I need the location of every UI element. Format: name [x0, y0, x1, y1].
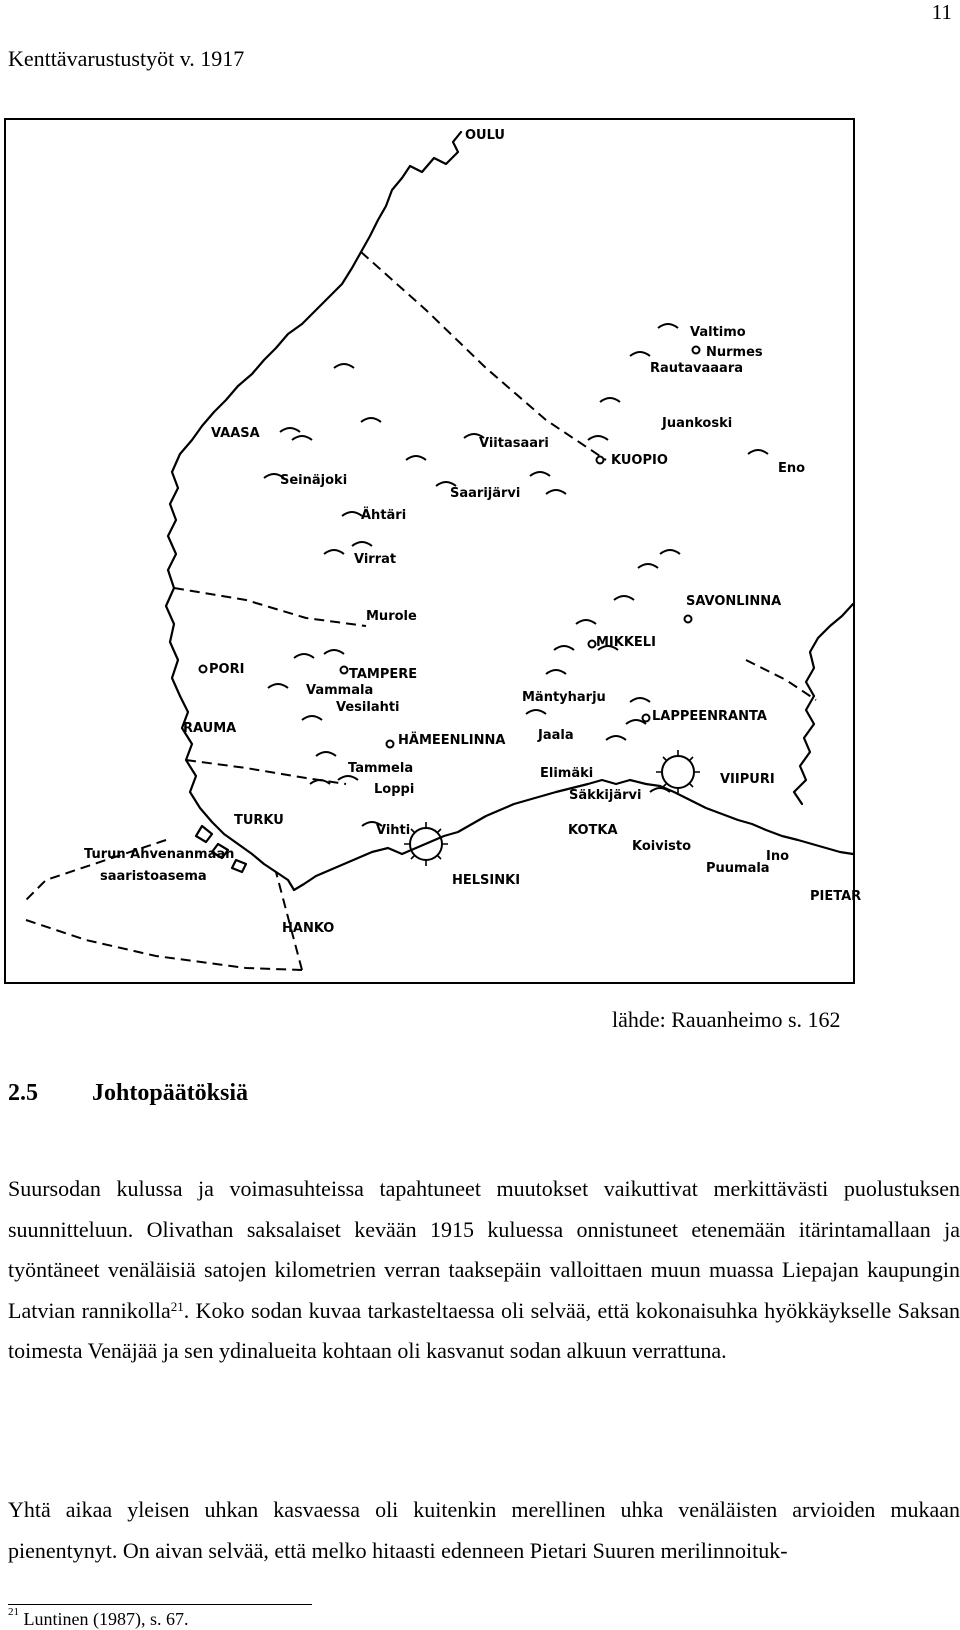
page-number: 11 [931, 0, 952, 24]
label-kotka: KOTKA [568, 823, 618, 838]
label-valtimo: Valtimo [690, 325, 746, 340]
fortification-map [4, 118, 862, 984]
label-turun-1: Turun Ahvenanmaan [84, 847, 235, 862]
label-viitasaari: Viitasaari [479, 436, 549, 451]
label-savonlinna: SAVONLINNA [686, 594, 782, 609]
label-murole: Murole [366, 609, 417, 624]
section-heading [8, 1080, 248, 1107]
label-loppi: Loppi [374, 782, 415, 797]
label-turku: TURKU [234, 813, 284, 828]
label-kuopio: KUOPIO [611, 453, 668, 468]
label-rautavaara: Rautavaaara [650, 361, 743, 376]
label-seinajoki: Seinäjoki [280, 473, 348, 488]
label-pori: PORI [209, 662, 245, 677]
paragraph-1-text-b: . Koko sodan kuvaa tarkasteltaessa oli selvää, että kokonaisuhka hyökkäykselle Saksan toimesta Venäjää ja sen ydinalueita kohtaan oli kasvanut sodan alkuun verrattuna. [8, 1297, 960, 1363]
section-title: Johtopäätöksiä [92, 1080, 249, 1106]
map-svg [6, 120, 862, 982]
label-rauma: RAUMA [183, 721, 237, 736]
label-mantyharju: Mäntyharju [522, 690, 606, 705]
label-eno: Eno [778, 461, 806, 476]
label-puumala: Puumala [706, 861, 770, 876]
town-markers [200, 347, 700, 748]
footnote-number: 21 [8, 1606, 19, 1618]
footnote-divider [8, 1604, 312, 1605]
label-vihti: Vihti [376, 823, 411, 838]
label-tampere: TAMPERE [349, 667, 418, 682]
label-elimaki: Elimäki [540, 766, 594, 781]
label-ino: Ino [766, 849, 790, 864]
footnote-reference[interactable]: 21 [170, 1298, 184, 1314]
label-juankoski: Juankoski [662, 416, 733, 431]
footnote [8, 1606, 189, 1630]
label-hameenlinna: HÄMEENLINNA [398, 733, 506, 748]
paragraph-1 [8, 1169, 960, 1372]
label-vammala: Vammala [306, 683, 374, 698]
running-header: Kenttävarustustyöt v. 1917 [8, 46, 245, 71]
label-hanko: HANKO [282, 921, 335, 936]
label-virrat: Virrat [354, 552, 397, 567]
paragraph-1-text-a: Suursodan kulussa ja voimasuhteissa tapahtuneet muutokset vaikuttivat merkittävästi puolustuksen suunnitteluun. Olivathan saksalaiset kevään 1915 kuluessa onnistuneet etenemään itärintamallaan ja työntäneet venäläisiä satojen kilometrien verran taaksepäin valloittaen muun muassa Liepajan kaupungin Latvian rannikolla [8, 1176, 960, 1323]
label-oulu: OULU [465, 128, 505, 143]
label-vesilahti: Vesilahti [336, 700, 400, 715]
label-lappeenranta: LAPPEENRANTA [652, 709, 767, 724]
map-caption: lähde: Rauanheimo s. 162 [612, 1007, 841, 1032]
label-sakkijarvi: Säkkijärvi [569, 788, 642, 803]
label-pietari: PIETAR [810, 889, 862, 904]
place-labels [84, 128, 861, 936]
label-mikkeli: MIKKELI [596, 635, 656, 650]
label-nurmes: Nurmes [706, 345, 763, 360]
label-saarijarvi: Saarijärvi [450, 486, 521, 501]
footnote-text: Luntinen (1987), s. 67. [23, 1609, 189, 1629]
label-viipuri: VIIPURI [720, 772, 775, 787]
section-number: 2.5 [8, 1080, 38, 1106]
label-koivisto: Koivisto [632, 839, 692, 854]
label-ahtari: Ähtäri [361, 508, 407, 523]
label-turun-2: saaristoasema [100, 869, 207, 884]
dashed-routes [26, 252, 816, 970]
paragraph-2: Yhtä aikaa yleisen uhkan kasvaessa oli kuitenkin merellinen uhka venäläisten arvioiden mukaan pienentynyt. On aivan selvää, että melko hitaasti edenneen Pietari Suuren merilinnoituk- [8, 1497, 960, 1563]
label-vaasa: VAASA [211, 426, 260, 441]
label-jaala: Jaala [538, 728, 574, 743]
defense-symbols [264, 324, 768, 826]
label-helsinki: HELSINKI [452, 873, 521, 888]
label-tammela: Tammela [348, 761, 414, 776]
